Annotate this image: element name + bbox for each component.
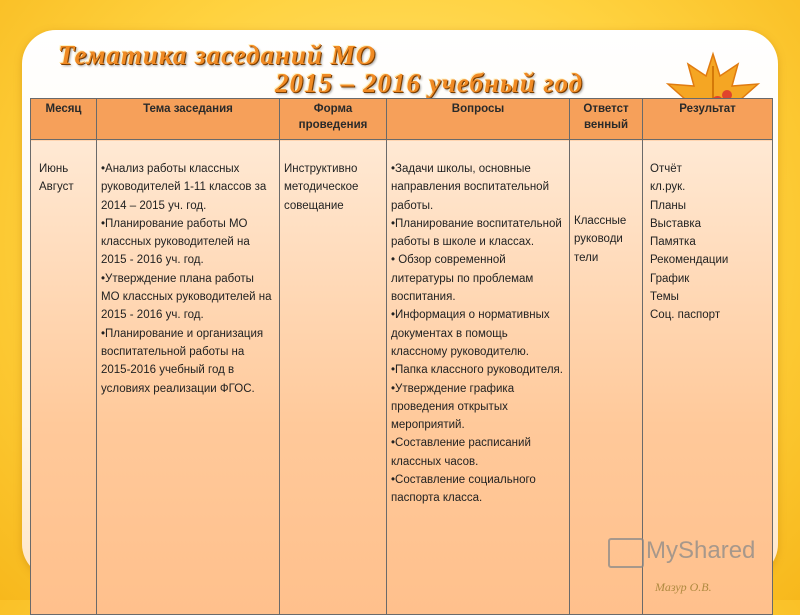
slide-subtitle: 2015 – 2016 учебный год — [275, 68, 584, 98]
header-result: Результат — [643, 99, 773, 140]
question-item: • Составление расписаний классных часов. — [391, 434, 565, 471]
topic-item: • Планирование работы МО классных руководителей на 2015 - 2016 уч. год. — [101, 215, 275, 270]
result-item: Отчёт — [650, 163, 682, 175]
result-item: Соц. паспорт — [650, 309, 721, 322]
question-item: • Планирование воспитательной работы в школе и классах. — [391, 215, 565, 252]
cell-month — [31, 140, 97, 615]
result-item: Планы — [650, 199, 686, 212]
question-item: • Утверждение графика проведения открытых мероприятий. — [391, 380, 565, 435]
topic-item: • Планирование и организация воспитательной работы на 2015-2016 учебный год в условиях реализации ФГОС. — [101, 325, 275, 398]
header-responsible: Ответст венный — [570, 99, 643, 140]
responsible-text: Классные руководи тели — [574, 215, 627, 264]
result-item: кл.рук. — [650, 181, 686, 194]
form-text: Инструктивно методическое совещание — [284, 163, 359, 212]
header-form: Форма проведения — [280, 99, 387, 140]
result-item: Рекомендации — [650, 254, 729, 267]
author-signature: Мазур О.В. — [655, 580, 712, 594]
result-item: График — [650, 272, 690, 285]
month-text: Август — [39, 181, 74, 194]
question-item: • Информация о нормативных документах в помощь классному руководителю. — [391, 306, 565, 361]
table-header-row — [31, 99, 773, 140]
month-text: Июнь — [39, 163, 69, 175]
slide-title: Тематика заседаний МО — [58, 40, 377, 70]
watermark-text: MyShared — [646, 537, 756, 564]
cell-topics — [97, 140, 280, 615]
header-questions: Вопросы — [387, 99, 570, 140]
question-item: • Составление социального паспорта класса. — [391, 471, 565, 508]
question-item: • Папка классного руководителя. — [391, 361, 565, 379]
cell-questions — [387, 140, 570, 615]
result-item: Памятка — [650, 236, 696, 249]
result-item: Темы — [650, 291, 679, 304]
watermark-logo-icon — [608, 538, 644, 568]
question-item: • Обзор современной литературы по проблемам воспитания. — [391, 251, 565, 306]
question-item: • Задачи школы, основные направления воспитательной работы. — [391, 160, 565, 215]
topic-item: • Анализ работы классных руководителей 1-11 классов за 2014 – 2015 уч. год. — [101, 160, 275, 215]
header-month: Месяц — [31, 99, 97, 140]
header-topic: Тема заседания — [97, 99, 280, 140]
result-item: Выставка — [650, 217, 702, 230]
topic-item: • Утверждение плана работы МО классных руководителей на 2015 - 2016 уч. год. — [101, 270, 275, 325]
cell-form — [280, 140, 387, 615]
